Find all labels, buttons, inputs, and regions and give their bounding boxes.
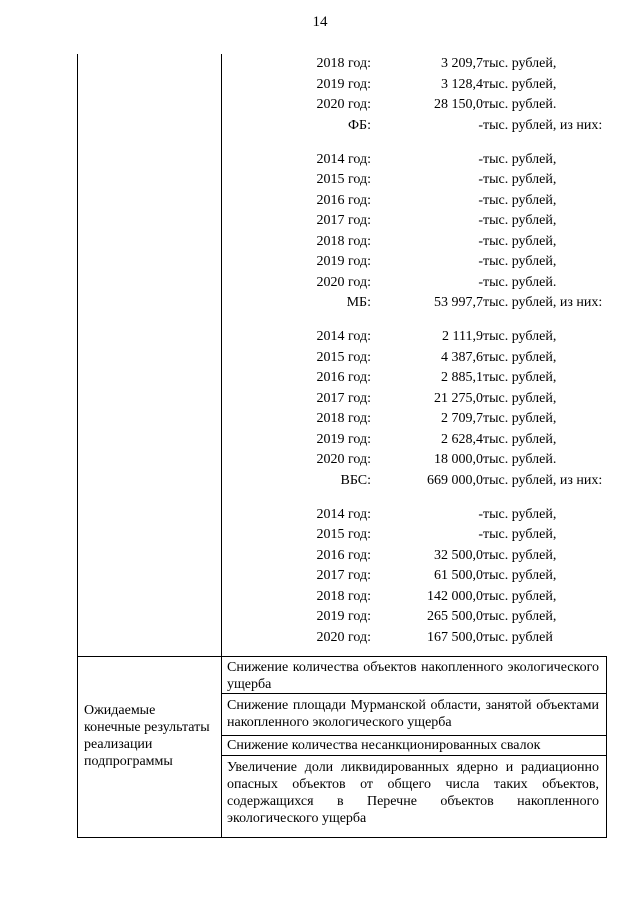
- budget-row-value: 28 150,0: [434, 97, 483, 112]
- budget-row-label: ФБ:: [348, 117, 371, 133]
- result-item-2: Снижение площади Мурманской области, занятой объектами накопленного экологического ущерба: [227, 698, 599, 730]
- budget-row-label: 2017 год:: [316, 568, 371, 583]
- budget-row-unit: тыс. рублей,: [483, 151, 557, 167]
- budget-row-label: 2014 год:: [316, 151, 371, 167]
- budget-row-label: 2019 год:: [316, 254, 371, 269]
- budget-row: [226, 546, 606, 567]
- budget-row: [226, 450, 606, 471]
- budget-row-value: -: [478, 213, 483, 228]
- budget-row-unit: тыс. рублей,: [483, 349, 557, 365]
- budget-row: [226, 430, 606, 451]
- budget-row-unit: тыс. рублей,: [483, 172, 557, 187]
- budget-row-value: 53 997,7: [434, 295, 483, 310]
- budget-row-label: 2020 год:: [316, 97, 371, 112]
- budget-row-value: 61 500,0: [434, 568, 483, 583]
- budget-row-unit: тыс. рублей,: [483, 329, 557, 344]
- budget-row: [226, 368, 606, 389]
- budget-row: [226, 348, 606, 369]
- budget-row: [226, 607, 606, 628]
- budget-row: [226, 116, 606, 150]
- budget-row-unit: тыс. рублей,: [483, 254, 557, 269]
- budget-row-unit: тыс. рублей,: [483, 609, 557, 624]
- budget-row-unit: тыс. рублей,: [483, 547, 557, 563]
- budget-row-unit: тыс. рублей,: [483, 56, 557, 71]
- budget-row-value: 2 628,4: [441, 431, 483, 447]
- budget-row-value: -: [478, 117, 483, 133]
- budget-row-label: 2015 год:: [316, 349, 371, 365]
- budget-row-unit: тыс. рублей.: [483, 452, 557, 467]
- budget-row-label: 2017 год:: [316, 390, 371, 406]
- budget-row: [226, 587, 606, 608]
- result-divider: [221, 755, 607, 756]
- result-divider: [221, 735, 607, 736]
- budget-row-value: -: [478, 151, 483, 167]
- budget-row-value: 142 000,0: [427, 588, 483, 604]
- budget-row: [226, 409, 606, 430]
- budget-row-unit: тыс. рублей, из них:: [483, 472, 603, 488]
- budget-row-unit: тыс. рублей,: [483, 506, 557, 522]
- budget-row: [226, 232, 606, 253]
- budget-row-value: -: [478, 192, 483, 208]
- budget-row: [226, 150, 606, 171]
- result-item-4: Увеличение доли ликвидированных ядерно и радиационно опасных объектов от общего числа таких объектов, содержащихся в Перечне объектов накопленного экологического ущерба: [227, 760, 599, 826]
- budget-row: [226, 95, 606, 116]
- budget-row: [226, 170, 606, 191]
- budget-row-label: 2018 год:: [316, 411, 371, 426]
- results-right-border: [606, 656, 607, 838]
- budget-row: [226, 191, 606, 212]
- budget-row-value: 18 000,0: [434, 452, 483, 467]
- budget-row-label: 2017 год:: [316, 213, 371, 228]
- budget-row: [226, 327, 606, 348]
- budget-list: [226, 54, 606, 648]
- table-left-border: [77, 54, 78, 838]
- budget-row: [226, 505, 606, 526]
- budget-row: [226, 389, 606, 410]
- budget-row-unit: тыс. рублей,: [483, 411, 557, 426]
- table-column-divider: [221, 54, 222, 838]
- budget-row-label: 2014 год:: [316, 506, 371, 522]
- budget-row: [226, 75, 606, 96]
- budget-row-unit: тыс. рублей,: [483, 527, 557, 542]
- budget-row: [226, 628, 606, 649]
- budget-row: [226, 252, 606, 273]
- budget-row-value: 21 275,0: [434, 390, 483, 406]
- budget-row-value: 167 500,0: [427, 629, 483, 645]
- budget-row: [226, 525, 606, 546]
- result-divider: [221, 693, 607, 694]
- budget-row-unit: тыс. рублей,: [483, 588, 557, 604]
- budget-row: [226, 471, 606, 505]
- budget-row-value: 265 500,0: [427, 609, 483, 624]
- budget-row: [226, 273, 606, 294]
- budget-row: [226, 293, 606, 327]
- budget-row-label: МБ:: [346, 295, 371, 310]
- budget-row-value: -: [478, 254, 483, 269]
- budget-row-label: 2019 год:: [316, 431, 371, 447]
- budget-row-label: 2018 год:: [316, 233, 371, 249]
- budget-row-label: 2020 год:: [316, 452, 371, 467]
- budget-row-value: 2 709,7: [441, 411, 483, 426]
- budget-row-value: 3 209,7: [441, 56, 483, 71]
- budget-row-label: 2016 год:: [316, 370, 371, 385]
- budget-row-value: 32 500,0: [434, 547, 483, 563]
- budget-row-label: 2015 год:: [316, 172, 371, 187]
- budget-row: [226, 54, 606, 75]
- budget-row-label: 2020 год:: [316, 274, 371, 290]
- budget-row-label: ВБС:: [340, 472, 371, 488]
- budget-row-value: -: [478, 506, 483, 522]
- budget-row-unit: тыс. рублей,: [483, 568, 557, 583]
- budget-row-unit: тыс. рублей,: [483, 233, 557, 249]
- page-number: 14: [312, 14, 328, 30]
- budget-row-value: -: [478, 274, 483, 290]
- budget-row-label: 2018 год:: [316, 56, 371, 71]
- budget-row-value: 2 885,1: [441, 370, 483, 385]
- budget-row-unit: тыс. рублей, из них:: [483, 117, 603, 133]
- budget-row-label: 2019 год:: [316, 76, 371, 92]
- budget-row-unit: тыс. рублей.: [483, 274, 557, 290]
- budget-row-unit: тыс. рублей,: [483, 76, 557, 92]
- budget-row: [226, 566, 606, 587]
- row-divider: [77, 656, 607, 657]
- budget-row-label: 2016 год:: [316, 547, 371, 563]
- result-item-1: Снижение количества объектов накопленного экологического ущерба: [227, 660, 599, 692]
- budget-row-unit: тыс. рублей,: [483, 370, 557, 385]
- budget-row-value: 2 111,9: [442, 329, 483, 344]
- budget-row-unit: тыс. рублей.: [483, 97, 557, 112]
- budget-row-unit: тыс. рублей, из них:: [483, 295, 603, 310]
- budget-row-value: 669 000,0: [427, 472, 483, 488]
- budget-row-unit: тыс. рублей: [483, 629, 553, 645]
- budget-row-label: 2018 год:: [316, 588, 371, 604]
- budget-row-value: -: [478, 172, 483, 187]
- budget-row-label: 2015 год:: [316, 527, 371, 542]
- budget-row-unit: тыс. рублей,: [483, 213, 557, 228]
- budget-row-unit: тыс. рублей,: [483, 390, 557, 406]
- result-item-3: Снижение количества несанкционированных свалок: [227, 738, 541, 753]
- budget-row-value: -: [478, 527, 483, 542]
- budget-row: [226, 211, 606, 232]
- budget-row-label: 2019 год:: [316, 609, 371, 624]
- budget-row-label: 2016 год:: [316, 192, 371, 208]
- budget-row-unit: тыс. рублей,: [483, 192, 557, 208]
- expected-results-label: Ожидаемые конечные результаты реализации подпрограммы: [84, 703, 210, 769]
- budget-row-value: -: [478, 233, 483, 249]
- table-bottom-border: [77, 837, 607, 838]
- budget-row-value: 3 128,4: [441, 76, 483, 92]
- budget-row-value: 4 387,6: [441, 349, 483, 365]
- budget-row-label: 2020 год:: [316, 629, 371, 645]
- budget-row-unit: тыс. рублей,: [483, 431, 557, 447]
- budget-row-label: 2014 год:: [316, 329, 371, 344]
